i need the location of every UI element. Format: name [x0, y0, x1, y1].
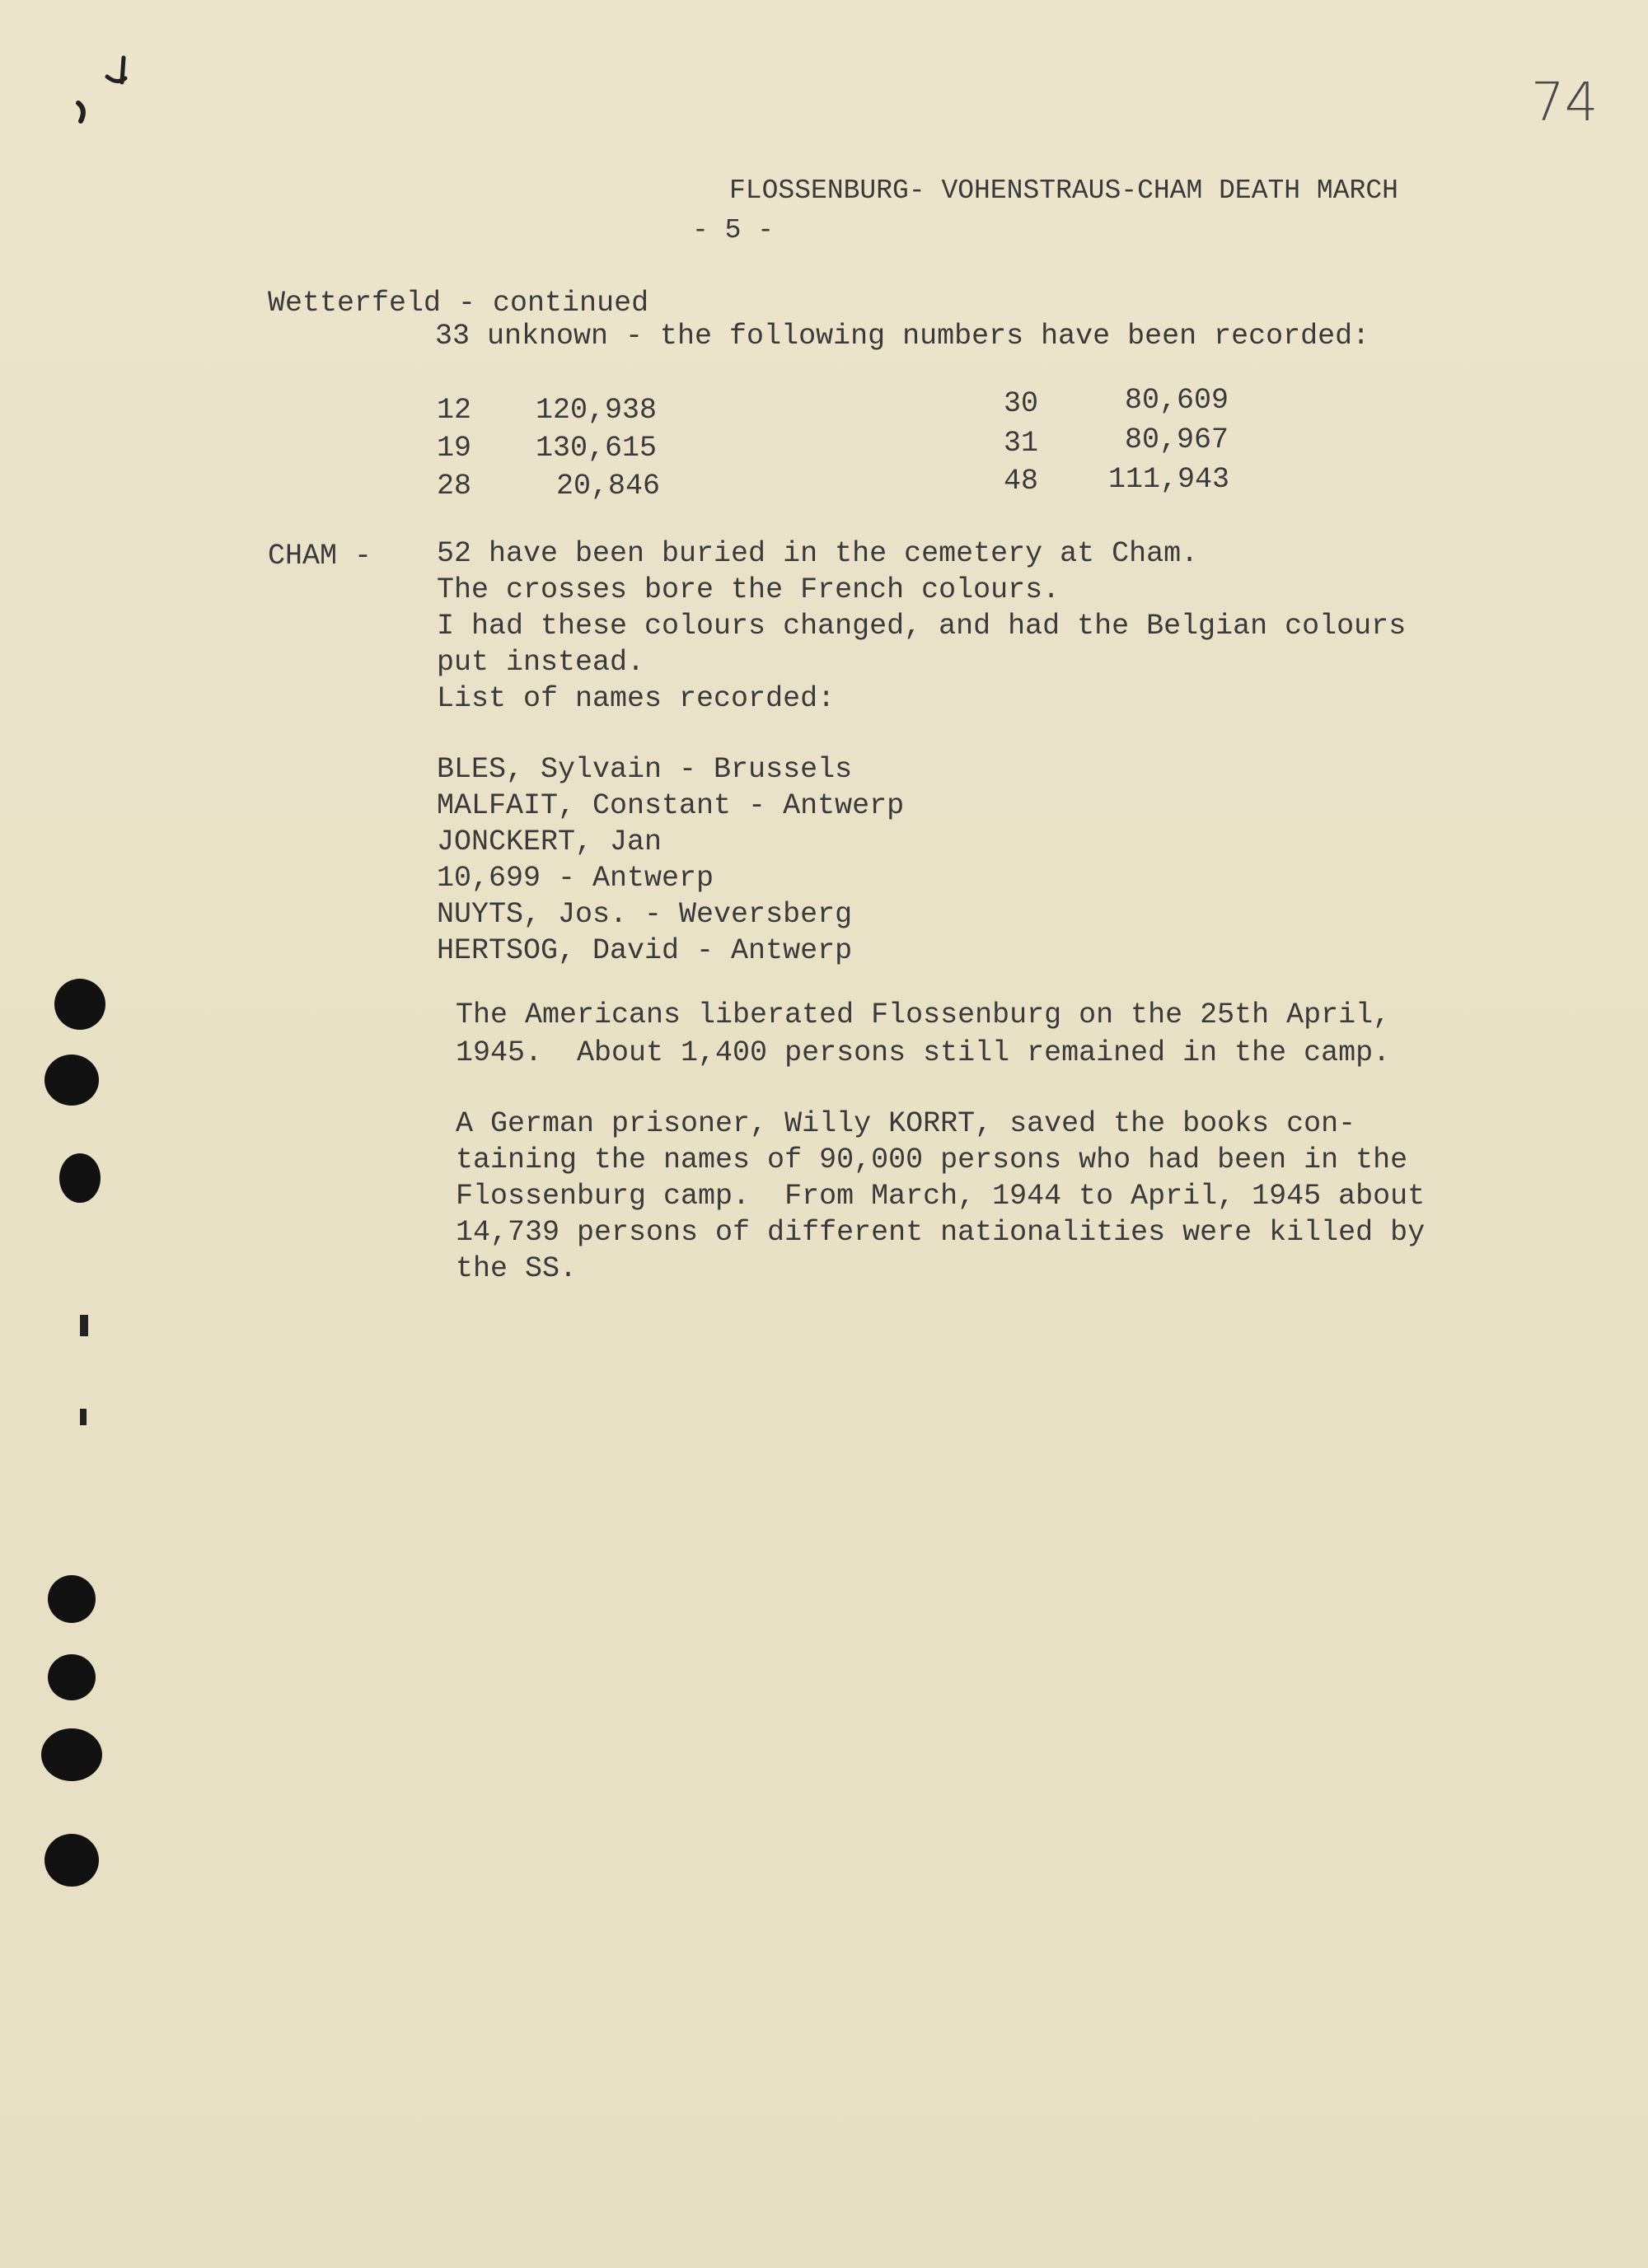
punch-mark — [80, 1315, 88, 1336]
prisoner-line: the SS. — [456, 1252, 578, 1285]
liberation-line: 1945. About 1,400 persons still remained in the camp. — [456, 1036, 1391, 1069]
number-index: 30 — [1004, 387, 1039, 420]
number-index: 31 — [1004, 427, 1039, 460]
punch-hole — [54, 979, 105, 1030]
list-item: BLES, Sylvain - Brussels — [437, 753, 853, 786]
prisoner-line: taining the names of 90,000 persons who had been in the — [456, 1143, 1408, 1176]
cham-line: List of names recorded: — [437, 682, 836, 715]
cham-line: The crosses bore the French colours. — [437, 573, 1060, 606]
cham-line: I had these colours changed, and had the Belgian colours — [437, 610, 1407, 643]
list-item: MALFAIT, Constant - Antwerp — [437, 789, 905, 822]
number-index: 28 — [437, 470, 472, 503]
cham-line: 52 have been buried in the cemetery at Cham. — [437, 537, 1199, 570]
punch-hole — [41, 1728, 102, 1781]
prisoner-line: 14,739 persons of different nationalities were killed by — [456, 1216, 1426, 1249]
punch-hole — [59, 1153, 101, 1203]
punch-hole — [48, 1575, 96, 1623]
punch-hole — [44, 1055, 99, 1106]
list-item: 10,699 - Antwerp — [437, 862, 714, 895]
page-mark: - 5 - — [692, 215, 775, 246]
punch-hole — [44, 1834, 99, 1887]
cham-line: put instead. — [437, 646, 645, 679]
prisoner-line: A German prisoner, Willy KORRT, saved the books con- — [456, 1107, 1356, 1140]
number-value: 111,943 — [1108, 463, 1230, 496]
number-value: 20,846 — [556, 470, 661, 503]
wetterfeld-intro: 33 unknown - the following numbers have been recorded: — [435, 320, 1370, 353]
page-number: 74 — [1531, 72, 1599, 133]
number-value: 120,938 — [536, 394, 658, 427]
number-index: 19 — [437, 432, 472, 465]
number-index: 12 — [437, 394, 472, 427]
number-value: 80,967 — [1125, 423, 1229, 456]
number-value: 130,615 — [536, 432, 658, 465]
section-heading-wetterfeld: Wetterfeld - continued — [268, 287, 649, 320]
punch-mark — [80, 1409, 87, 1425]
list-item: NUYTS, Jos. - Weversberg — [437, 898, 853, 931]
number-index: 48 — [1004, 465, 1039, 498]
list-item: HERTSOG, David - Antwerp — [437, 934, 853, 967]
list-item: JONCKERT, Jan — [437, 825, 662, 858]
prisoner-line: Flossenburg camp. From March, 1944 to April, 1945 about — [456, 1180, 1426, 1213]
document-title: FLOSSENBURG- VOHENSTRAUS-CHAM DEATH MARCH — [729, 175, 1398, 206]
handwritten-tick-mark — [74, 45, 165, 144]
section-label-cham: CHAM - — [268, 540, 372, 573]
punch-hole — [48, 1654, 96, 1700]
liberation-line: The Americans liberated Flossenburg on the 25th April, — [456, 998, 1391, 1031]
number-value: 80,609 — [1125, 384, 1229, 417]
